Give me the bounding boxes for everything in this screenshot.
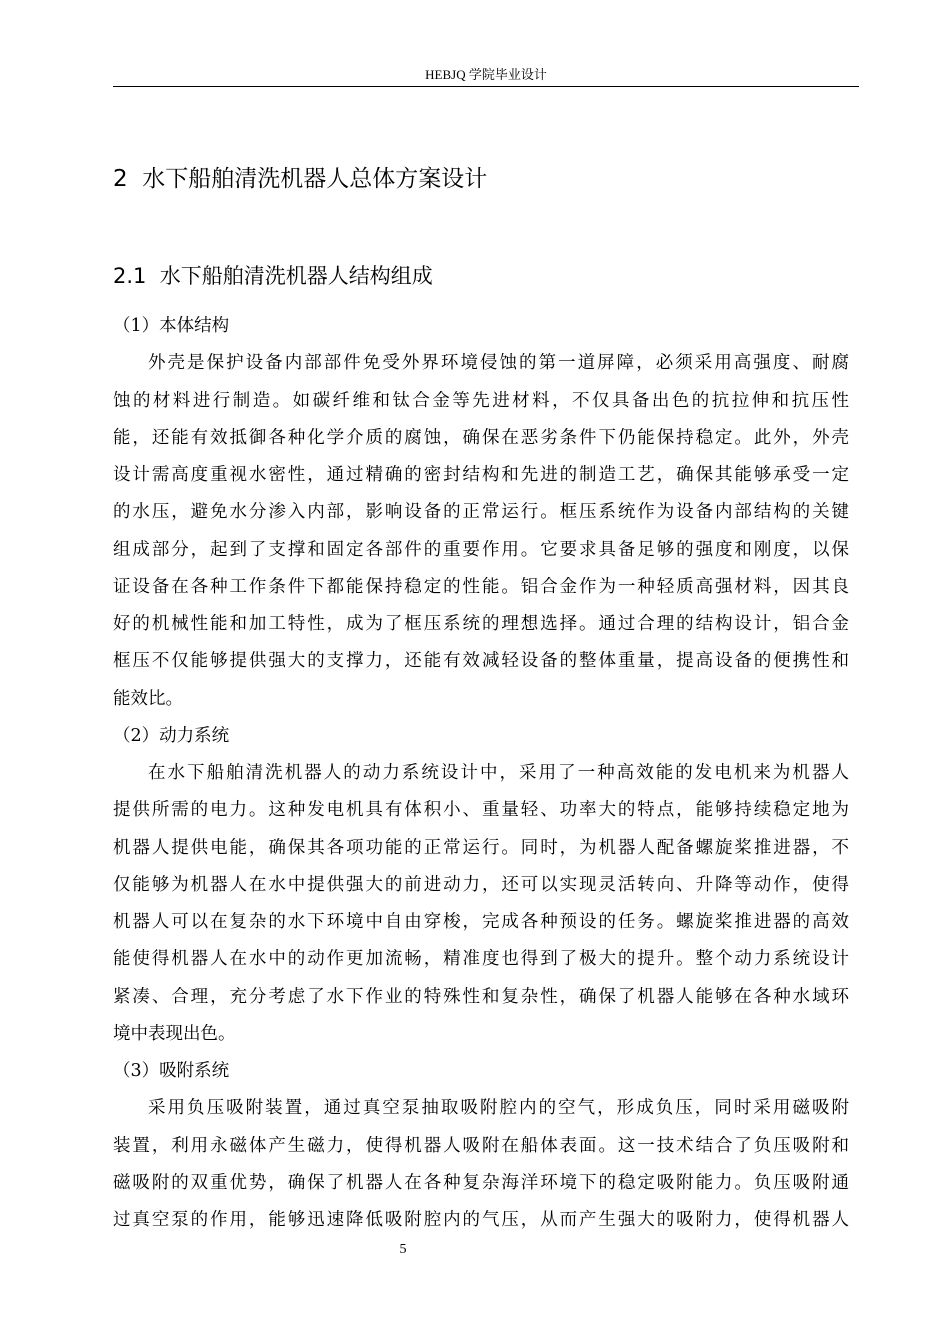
paragraph-line: 好的机械性能和加工特性，成为了框压系统的理想选择。通过合理的结构设计，铝合金 [113, 614, 849, 634]
paragraph-line: 能使得机器人在水中的动作更加流畅，精准度也得到了极大的提升。整个动力系统设计 [113, 949, 849, 970]
page-number: 5 [399, 1242, 407, 1257]
paragraph-line: 机器人提供电能，确保其各项功能的正常运行。同时，为机器人配备螺旋桨推进器，不 [113, 837, 849, 858]
paragraph-line: 设计需高度重视水密性，通过精确的密封结构和先进的制造工艺，确保其能够承受一定 [113, 465, 849, 485]
paragraph-line: 紧凑、合理，充分考虑了水下作业的特殊性和复杂性，确保了机器人能够在各种水域环 [113, 986, 849, 1007]
header-rule [113, 86, 859, 87]
paragraph-line: 能效比。 [113, 688, 183, 709]
chapter-title: 2 水下船舶清洗机器人总体方案设计 [113, 166, 488, 192]
paragraph-line: 磁吸附的双重优势，确保了机器人在各种复杂海洋环境下的稳定吸附能力。负压吸附通 [113, 1172, 849, 1193]
subsection-label: （1）本体结构 [113, 316, 230, 336]
subsection-label: （2）动力系统 [113, 725, 230, 746]
paragraph-line: 装置，利用永磁体产生磁力，使得机器人吸附在船体表面。这一技术结合了负压吸附和 [113, 1135, 849, 1156]
paragraph-line: 蚀的材料进行制造。如碳纤维和钛合金等先进材料，不仅具备出色的抗拉伸和抗压性 [113, 390, 849, 411]
paragraph-line: 证设备在各种工作条件下都能保持稳定的性能。铝合金作为一种轻质高强材料，因其良 [113, 576, 849, 597]
paragraph-line: 组成部分，起到了支撑和固定各部件的重要作用。它要求具备足够的强度和刚度，以保 [113, 539, 849, 560]
paragraph-line: 采用负压吸附装置，通过真空泵抽取吸附腔内的空气，形成负压，同时采用磁吸附 [148, 1098, 849, 1119]
paragraph-line: 外壳是保护设备内部部件免受外界环境侵蚀的第一道屏障，必须采用高强度、耐腐 [148, 353, 849, 374]
section-title: 2.1 水下船舶清洗机器人结构组成 [113, 264, 433, 288]
paragraph-line: 框压不仅能够提供强大的支撑力，还能有效减轻设备的整体重量，提高设备的便携性和 [113, 651, 849, 672]
paragraph-line: 能，还能有效抵御各种化学介质的腐蚀，确保在恶劣条件下仍能保持稳定。此外，外壳 [113, 427, 849, 448]
paragraph-line: 仅能够为机器人在水中提供强大的前进动力，还可以实现灵活转向、升降等动作，使得 [113, 874, 849, 895]
subsection-label: （3）吸附系统 [113, 1061, 230, 1081]
paragraph-line: 机器人可以在复杂的水下环境中自由穿梭，完成各种预设的任务。螺旋桨推进器的高效 [113, 912, 849, 932]
body-text [113, 308, 849, 1239]
page-header: HEBJQ 学院毕业设计 [425, 67, 547, 82]
paragraph-line: 的水压，避免水分渗入内部，影响设备的正常运行。框压系统作为设备内部结构的关键 [113, 502, 849, 523]
paragraph-line: 在水下船舶清洗机器人的动力系统设计中，采用了一种高效能的发电机来为机器人 [148, 763, 849, 783]
paragraph-line: 境中表现出色。 [113, 1023, 236, 1044]
paragraph-line: 过真空泵的作用，能够迅速降低吸附腔内的气压，从而产生强大的吸附力，使得机器人 [113, 1210, 849, 1230]
paragraph-line: 提供所需的电力。这种发电机具有体积小、重量轻、功率大的特点，能够持续稳定地为 [113, 800, 849, 821]
